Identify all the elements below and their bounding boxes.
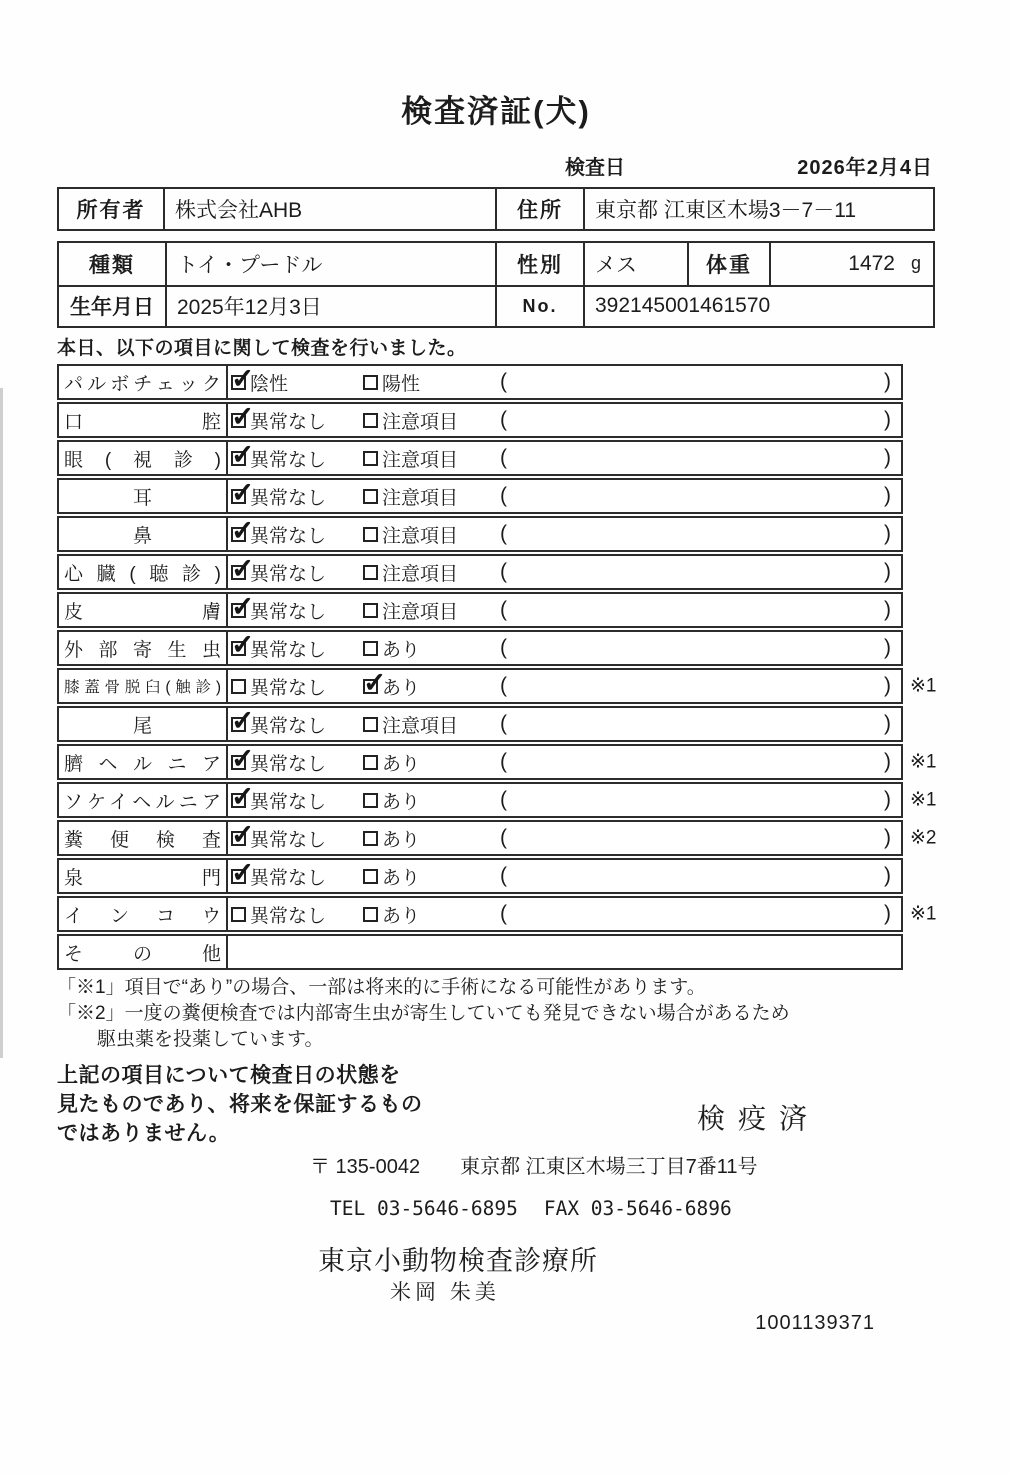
remark-paren-close: ) bbox=[884, 598, 891, 621]
result-option-2 bbox=[363, 366, 420, 398]
option-label: 異常なし bbox=[250, 791, 327, 813]
checkbox-icon bbox=[231, 679, 246, 694]
checkbox-icon bbox=[363, 831, 378, 846]
item-name: ソケイヘルニア bbox=[64, 791, 221, 813]
table-row bbox=[57, 516, 903, 552]
checkbox-icon bbox=[231, 489, 246, 504]
table-row bbox=[57, 364, 903, 400]
item-name: 耳 bbox=[132, 487, 152, 509]
option-label: 異常なし bbox=[250, 677, 327, 699]
item-name-cell bbox=[59, 480, 228, 512]
option-label: 異常なし bbox=[250, 563, 327, 585]
item-name-cell bbox=[59, 442, 228, 474]
item-result-cell bbox=[228, 746, 937, 778]
disclaimer-line-2: 見たものであり、将来を保証するもの bbox=[57, 1093, 423, 1116]
table-row bbox=[57, 820, 937, 856]
address-label: 住所 bbox=[495, 189, 583, 229]
checkbox-icon bbox=[231, 451, 246, 466]
item-name-cell bbox=[59, 670, 228, 702]
option-label: 異常なし bbox=[250, 411, 327, 433]
checkbox-icon bbox=[363, 755, 378, 770]
result-option-1 bbox=[231, 822, 326, 854]
result-option-2 bbox=[363, 670, 420, 702]
remark-paren-close: ) bbox=[884, 408, 891, 431]
owner-table bbox=[57, 187, 935, 231]
footnote-2-line2: 駆虫薬を投薬しています。 bbox=[97, 1029, 324, 1050]
result-option-2 bbox=[363, 442, 458, 474]
result-option-2 bbox=[363, 594, 458, 626]
remark-paren-open: ( bbox=[500, 864, 507, 887]
table-row bbox=[57, 896, 937, 932]
note-mark: ※1 bbox=[910, 789, 937, 811]
owner-label: 所有者 bbox=[76, 199, 146, 222]
remark-paren-open: ( bbox=[500, 522, 507, 545]
option-label: 異常なし bbox=[250, 715, 327, 737]
option-label: 異常なし bbox=[250, 867, 327, 889]
weight-value bbox=[769, 243, 933, 285]
item-name-cell bbox=[59, 518, 228, 550]
option-label: あり bbox=[382, 753, 421, 775]
checkbox-icon bbox=[363, 869, 378, 884]
checkbox-icon bbox=[363, 603, 378, 618]
table-row bbox=[57, 934, 903, 970]
quarantine-stamp: 検疫済 bbox=[697, 1103, 821, 1134]
remark-paren-close: ) bbox=[884, 636, 891, 659]
disclaimer-block bbox=[57, 1061, 935, 1149]
remark-paren-open: ( bbox=[500, 712, 507, 735]
item-result-cell bbox=[228, 556, 901, 588]
checkbox-icon bbox=[363, 375, 378, 390]
checkbox-icon bbox=[231, 375, 246, 390]
option-label: 異常なし bbox=[250, 753, 327, 775]
inspection-date-line bbox=[57, 151, 935, 179]
item-result-cell bbox=[228, 670, 937, 702]
intro-text: 本日、以下の項目に関して検査を行いました。 bbox=[57, 338, 467, 359]
result-option-1 bbox=[231, 442, 326, 474]
item-result-cell bbox=[228, 404, 901, 436]
result-option-2 bbox=[363, 480, 458, 512]
sex-value: メス bbox=[583, 243, 687, 285]
remark-paren-close: ) bbox=[884, 864, 891, 887]
item-result-cell bbox=[228, 898, 937, 930]
remark-paren-close: ) bbox=[884, 788, 891, 811]
item-name: 眼(視診) bbox=[64, 449, 221, 471]
checkbox-icon bbox=[363, 489, 378, 504]
remark-paren-close: ) bbox=[884, 674, 891, 697]
remark-paren-open: ( bbox=[500, 408, 507, 431]
remark-paren-close: ) bbox=[884, 522, 891, 545]
option-label: 注意項目 bbox=[382, 601, 459, 623]
result-option-1 bbox=[231, 632, 326, 664]
table-row bbox=[57, 402, 903, 438]
no-value: 392145001461570 bbox=[583, 285, 933, 327]
table-row bbox=[57, 478, 903, 514]
clinic-address: 東京都 江東区木場三丁目7番11号 bbox=[460, 1156, 758, 1178]
footnote-2-line1: 「※2」一度の糞便検査では内部寄生虫が寄生していても発見できない場合があるため bbox=[57, 1003, 790, 1024]
option-label: 異常なし bbox=[250, 525, 327, 547]
result-option-2 bbox=[363, 708, 458, 740]
item-name-cell bbox=[59, 708, 228, 740]
item-name-cell bbox=[59, 594, 228, 626]
item-result-cell bbox=[228, 594, 901, 626]
item-result-cell bbox=[228, 632, 901, 664]
animal-info-table bbox=[57, 241, 935, 328]
item-name: 膝蓋骨脱臼(触診) bbox=[64, 679, 221, 696]
remark-paren-close: ) bbox=[884, 560, 891, 583]
remark-paren-close: ) bbox=[884, 484, 891, 507]
table-row bbox=[57, 858, 903, 894]
option-label: 注意項目 bbox=[382, 449, 459, 471]
birth-value: 2025年12月3日 bbox=[165, 285, 495, 327]
remark-paren-open: ( bbox=[500, 484, 507, 507]
item-name: 泉門 bbox=[64, 867, 221, 889]
result-option-2 bbox=[363, 746, 420, 778]
remark-paren-close: ) bbox=[884, 712, 891, 735]
breed-value: トイ・プードル bbox=[165, 243, 495, 285]
checkbox-icon bbox=[363, 413, 378, 428]
address-value: 東京都 江東区木場3－7－11 bbox=[583, 189, 933, 229]
item-name: 鼻 bbox=[132, 525, 152, 547]
veterinarian-name: 米岡 朱美 bbox=[390, 1281, 500, 1304]
item-name: インコウ bbox=[64, 905, 221, 927]
checkbox-icon bbox=[363, 907, 378, 922]
result-option-2 bbox=[363, 784, 420, 816]
item-name: 尾 bbox=[132, 715, 152, 737]
item-result-cell bbox=[228, 518, 901, 550]
item-name-cell bbox=[59, 822, 228, 854]
remark-paren-open: ( bbox=[500, 826, 507, 849]
no-label: No. bbox=[495, 285, 583, 327]
item-result-cell bbox=[228, 822, 937, 854]
result-option-2 bbox=[363, 404, 458, 436]
table-row bbox=[57, 630, 903, 666]
checkbox-icon bbox=[231, 641, 246, 656]
item-result-cell bbox=[228, 936, 901, 968]
result-option-2 bbox=[363, 556, 458, 588]
clinic-name: 東京小動物検査診療所 bbox=[318, 1246, 598, 1276]
item-name-cell bbox=[59, 404, 228, 436]
checkbox-icon bbox=[231, 793, 246, 808]
result-option-2 bbox=[363, 632, 420, 664]
item-result-cell bbox=[228, 442, 901, 474]
remark-paren-close: ) bbox=[884, 446, 891, 469]
result-option-1 bbox=[231, 518, 326, 550]
item-result-cell bbox=[228, 784, 937, 816]
weight-number: 1472 bbox=[848, 251, 895, 275]
option-label: 注意項目 bbox=[382, 411, 459, 433]
option-label: 注意項目 bbox=[382, 487, 459, 509]
remark-paren-open: ( bbox=[500, 674, 507, 697]
option-label: 陰性 bbox=[250, 373, 289, 395]
checkbox-icon bbox=[231, 869, 246, 884]
owner-value: 株式会社AHB bbox=[163, 189, 495, 229]
weight-unit: g bbox=[910, 253, 921, 274]
birth-label: 生年月日 bbox=[59, 285, 165, 327]
item-name-cell bbox=[59, 860, 228, 892]
checkbox-icon bbox=[363, 527, 378, 542]
result-option-2 bbox=[363, 822, 420, 854]
remark-paren-open: ( bbox=[500, 788, 507, 811]
result-option-1 bbox=[231, 404, 326, 436]
remark-paren-open: ( bbox=[500, 598, 507, 621]
option-label: 異常なし bbox=[250, 639, 327, 661]
item-name-cell bbox=[59, 746, 228, 778]
option-label: 異常なし bbox=[250, 829, 327, 851]
table-row bbox=[57, 668, 937, 704]
item-name-cell bbox=[59, 936, 228, 968]
table-row bbox=[57, 440, 903, 476]
serial-number: 1001139371 bbox=[755, 1312, 875, 1334]
result-option-1 bbox=[231, 556, 326, 588]
option-label: あり bbox=[382, 791, 421, 813]
item-result-cell bbox=[228, 480, 901, 512]
result-option-1 bbox=[231, 366, 288, 398]
option-label: あり bbox=[382, 905, 421, 927]
item-name-cell bbox=[59, 898, 228, 930]
checkbox-icon bbox=[363, 793, 378, 808]
checkbox-icon bbox=[231, 831, 246, 846]
certificate-content bbox=[57, 0, 935, 1335]
page-title: 検査済証(犬) bbox=[401, 94, 591, 129]
remark-paren-open: ( bbox=[500, 370, 507, 393]
remark-paren-close: ) bbox=[884, 750, 891, 773]
weight-label: 体重 bbox=[687, 243, 769, 285]
option-label: 異常なし bbox=[250, 449, 327, 471]
checkbox-icon bbox=[363, 679, 378, 694]
table-row bbox=[57, 782, 937, 818]
checkbox-icon bbox=[231, 413, 246, 428]
item-name-cell bbox=[59, 784, 228, 816]
checkbox-icon bbox=[231, 527, 246, 542]
item-result-cell bbox=[228, 366, 901, 398]
checkbox-icon bbox=[363, 717, 378, 732]
item-name: 皮膚 bbox=[64, 601, 221, 623]
remark-paren-open: ( bbox=[500, 446, 507, 469]
option-label: 注意項目 bbox=[382, 525, 459, 547]
remark-paren-close: ) bbox=[884, 826, 891, 849]
item-result-cell bbox=[228, 860, 901, 892]
inspection-date-label: 検査日 bbox=[565, 157, 625, 179]
option-label: 異常なし bbox=[250, 487, 327, 509]
item-name-cell bbox=[59, 632, 228, 664]
option-label: 陽性 bbox=[382, 373, 421, 395]
checkbox-icon bbox=[231, 717, 246, 732]
checkbox-icon bbox=[231, 565, 246, 580]
inspection-date-value: 2026年2月4日 bbox=[797, 157, 933, 179]
item-name: 臍ヘルニア bbox=[64, 753, 221, 775]
clinic-fax: FAX 03-5646-6896 bbox=[543, 1197, 732, 1220]
result-option-2 bbox=[363, 898, 420, 930]
disclaimer-line-1: 上記の項目について検査日の状態を bbox=[57, 1064, 401, 1087]
remark-paren-open: ( bbox=[500, 902, 507, 925]
result-option-1 bbox=[231, 670, 326, 702]
result-option-1 bbox=[231, 898, 326, 930]
table-row bbox=[57, 744, 937, 780]
result-option-1 bbox=[231, 784, 326, 816]
item-name: パルボチェック bbox=[64, 373, 221, 395]
disclaimer-line-3: ではありません。 bbox=[57, 1122, 231, 1145]
item-name-cell bbox=[59, 556, 228, 588]
checkbox-icon bbox=[231, 603, 246, 618]
option-label: 異常なし bbox=[250, 905, 327, 927]
note-mark: ※1 bbox=[910, 751, 937, 773]
result-option-1 bbox=[231, 708, 326, 740]
option-label: 注意項目 bbox=[382, 715, 459, 737]
table-row bbox=[57, 554, 903, 590]
note-mark: ※1 bbox=[910, 675, 937, 697]
item-name: 外部寄生虫 bbox=[64, 639, 221, 661]
option-label: あり bbox=[382, 867, 421, 889]
option-label: あり bbox=[382, 829, 421, 851]
item-name: 口腔 bbox=[64, 411, 221, 433]
clinic-postal-code: 〒 135-0042 bbox=[310, 1156, 421, 1178]
remark-paren-open: ( bbox=[500, 560, 507, 583]
item-name: 心臓(聴診) bbox=[64, 563, 221, 585]
remark-paren-open: ( bbox=[500, 750, 507, 773]
sex-label: 性別 bbox=[495, 243, 583, 285]
item-name: その他 bbox=[64, 943, 221, 965]
result-option-1 bbox=[231, 860, 326, 892]
inspection-table bbox=[57, 364, 937, 970]
remark-paren-close: ) bbox=[884, 370, 891, 393]
clinic-address-line bbox=[57, 1150, 935, 1179]
option-label: あり bbox=[382, 677, 421, 699]
checkbox-icon bbox=[231, 907, 246, 922]
checkbox-icon bbox=[363, 451, 378, 466]
table-row bbox=[57, 592, 903, 628]
table-row bbox=[57, 706, 903, 742]
result-option-1 bbox=[231, 746, 326, 778]
remark-paren-open: ( bbox=[500, 636, 507, 659]
scan-artifact bbox=[0, 388, 3, 1058]
option-label: あり bbox=[382, 639, 421, 661]
option-label: 注意項目 bbox=[382, 563, 459, 585]
note-mark: ※1 bbox=[910, 903, 937, 925]
result-option-1 bbox=[231, 480, 326, 512]
checkbox-icon bbox=[231, 755, 246, 770]
checkbox-icon bbox=[363, 565, 378, 580]
result-option-2 bbox=[363, 860, 420, 892]
checkbox-icon bbox=[363, 641, 378, 656]
footnote-1: 「※1」項目で“あり”の場合、一部は将来的に手術になる可能性があります。 bbox=[57, 977, 706, 998]
note-mark: ※2 bbox=[910, 827, 937, 849]
item-name: 糞便検査 bbox=[64, 829, 221, 851]
breed-label: 種類 bbox=[89, 253, 135, 277]
option-label: 異常なし bbox=[250, 601, 327, 623]
result-option-2 bbox=[363, 518, 458, 550]
item-result-cell bbox=[228, 708, 901, 740]
remark-paren-close: ) bbox=[884, 902, 891, 925]
item-name-cell bbox=[59, 366, 228, 398]
clinic-tel-line bbox=[57, 1197, 935, 1220]
clinic-tel: TEL 03-5646-6895 bbox=[330, 1197, 518, 1220]
result-option-1 bbox=[231, 594, 326, 626]
